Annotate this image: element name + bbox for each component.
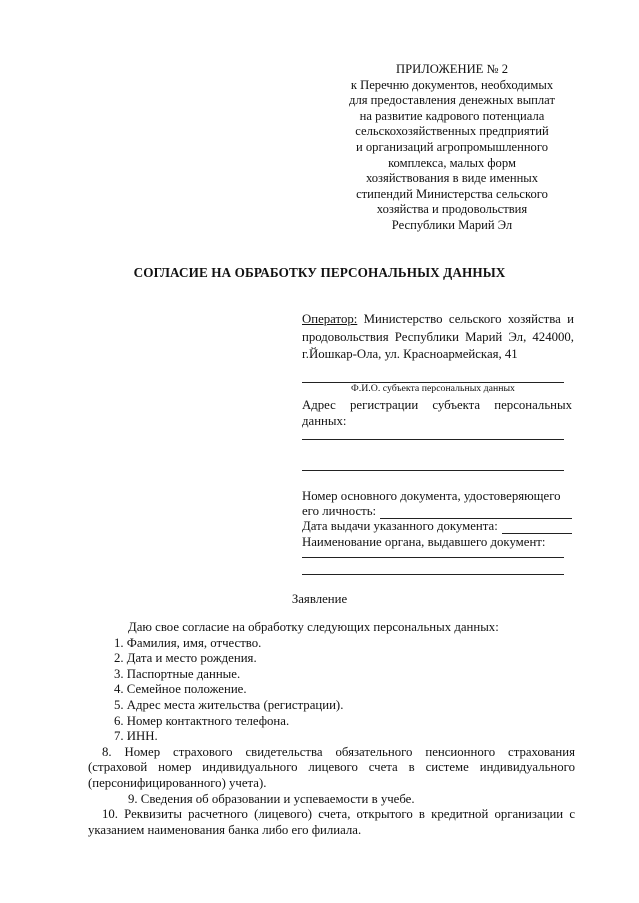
appendix-line: комплекса, малых форм [388, 155, 516, 170]
operator-block [302, 311, 574, 364]
issue-date-field[interactable] [502, 522, 572, 534]
statement-heading: Заявление [291, 592, 348, 606]
list-item: 1. Фамилия, имя, отчество. [114, 635, 262, 650]
statement-list [88, 620, 575, 838]
address-field-line-1[interactable] [302, 439, 564, 440]
issue-date-row [302, 518, 572, 534]
list-item: 8. Номер страхового свидетельства обязательного пенсионного страхования (страховой номер индивидуального лицевого счета в системе индивидуального (персонифицированного) учета). [88, 744, 575, 790]
appendix-line: хозяйствования в виде именных [365, 171, 539, 186]
list-item: 10. Реквизиты расчетного (лицевого) счета, открытого в кредитной организации с указанием наименования банка либо его филиала. [88, 807, 575, 837]
statement-intro: Даю свое согласие на обработку следующих персональных данных: [128, 620, 499, 634]
appendix-line: к Перечню документов, необходимых [350, 77, 554, 92]
list-item: 4. Семейное положение. [114, 682, 247, 697]
list-item: 3. Паспортные данные. [114, 666, 241, 681]
appendix-line: для предоставления денежных выплат [349, 93, 555, 108]
appendix-line: сельскохозяйственных предприятий [355, 124, 549, 139]
appendix-line: стипендий Министерства сельского [356, 186, 548, 201]
list-item: 7. ИНН. [114, 729, 158, 744]
operator-label: Оператор: [302, 312, 358, 326]
operator-text: Министерство сельского хозяйства и продовольствия Республики Марий Эл, 424000, г.Йошкар-Ола, ул. Красноармейская, 41 [302, 312, 574, 361]
document-number-label: Номер основного документа, удостоверяющего [302, 489, 561, 503]
fio-caption: Ф.И.О. субъекта персональных данных [351, 383, 515, 394]
appendix-line: на развитие кадрового потенциала [359, 108, 545, 123]
issuer-field-line-2[interactable] [302, 574, 564, 575]
appendix-line: и организаций агропромышленного [355, 139, 549, 154]
address-label: Адрес регистрации субъекта персональных данных: [302, 398, 572, 428]
appendix-line: ПРИЛОЖЕНИЕ № 2 [396, 62, 508, 76]
identity-label: его личность: [302, 504, 377, 518]
list-item: 5. Адрес места жительства (регистрации). [114, 697, 344, 712]
identity-row [302, 503, 572, 519]
issuer-field-line-1[interactable] [302, 557, 564, 558]
issue-date-label: Дата выдачи указанного документа: [302, 519, 498, 533]
list-item: 2. Дата и место рождения. [114, 651, 257, 666]
issuer-label: Наименование органа, выдавшего документ: [302, 535, 546, 549]
list-item: 6. Номер контактного телефона. [114, 713, 290, 728]
appendix-header [318, 62, 586, 234]
appendix-line: хозяйства и продовольствия [376, 202, 528, 217]
address-field-line-2[interactable] [302, 470, 564, 471]
appendix-line: Республики Марий Эл [391, 217, 513, 232]
document-title: СОГЛАСИЕ НА ОБРАБОТКУ ПЕРСОНАЛЬНЫХ ДАННЫХ [133, 265, 506, 280]
list-item: 9. Сведения об образовании и успеваемости в учебе. [128, 791, 415, 806]
